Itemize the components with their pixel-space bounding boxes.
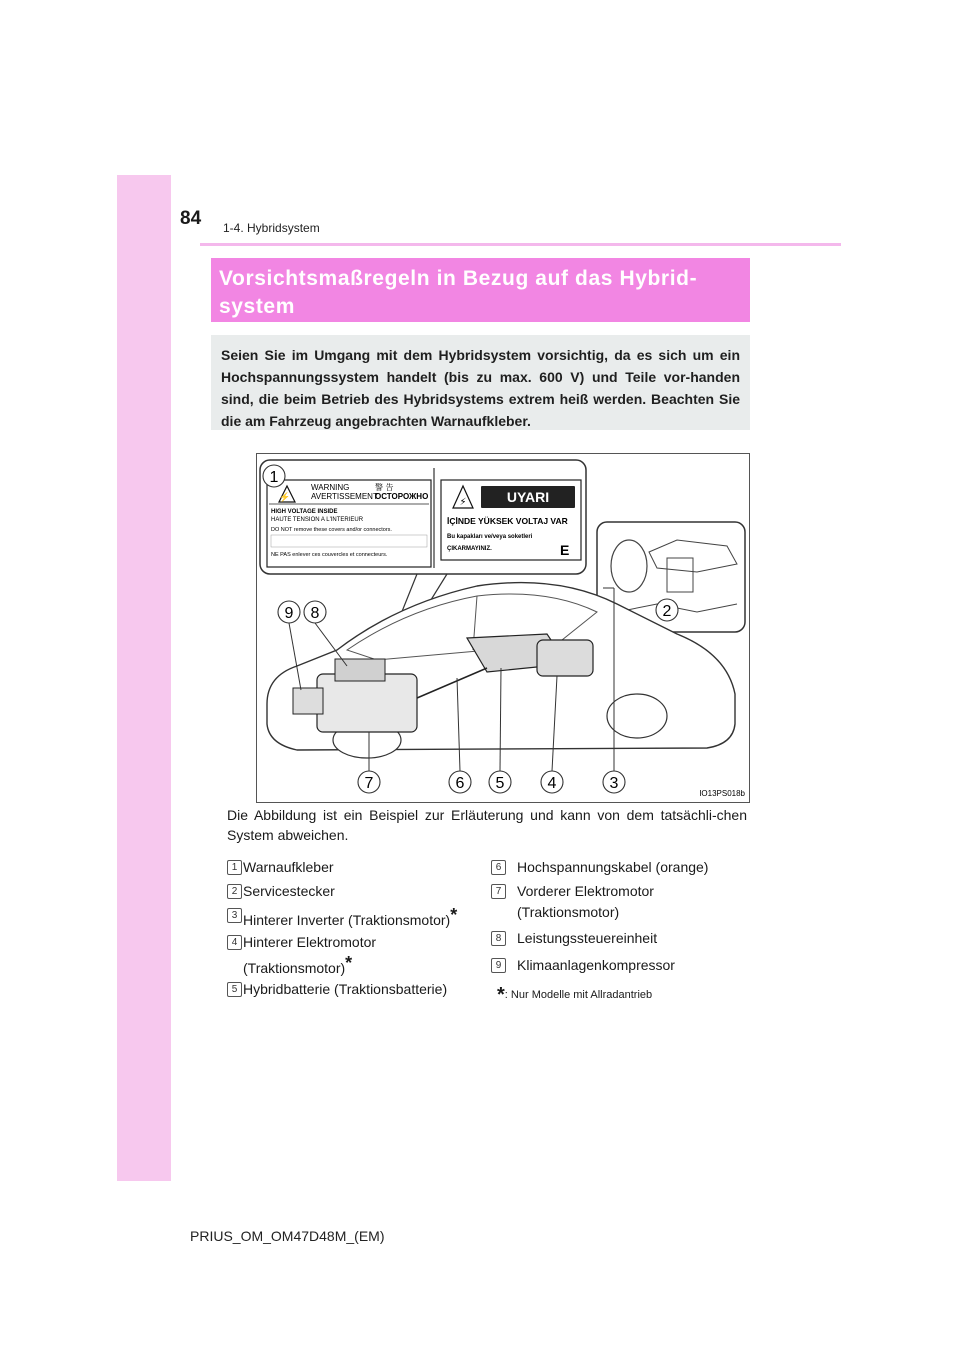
- legend-text: Servicestecker: [243, 883, 335, 899]
- legend-text: Vorderer Elektromotor: [517, 883, 654, 899]
- legend-number: 2: [227, 884, 242, 899]
- hybrid-system-figure: [256, 453, 750, 803]
- legend-text: Warnaufkleber: [243, 859, 334, 875]
- legend-number: 3: [227, 908, 242, 923]
- car-illustration: [257, 454, 750, 803]
- warning-heading2: AVERTISSEMENT: [311, 492, 378, 501]
- callout-9-label: 9: [284, 605, 294, 622]
- uyari-heading: UYARI: [506, 489, 550, 505]
- legend-text-line2: [243, 953, 352, 978]
- warning-line1: HIGH VOLTAGE INSIDE: [271, 509, 338, 515]
- legend-number: 8: [491, 931, 506, 946]
- warning-heading1: WARNING: [311, 483, 350, 492]
- footnote-asterisk: *: [497, 984, 505, 1006]
- callout-7-label: 7: [364, 775, 374, 792]
- warning-line2: HAUTE TENSION A L'INTERIEUR: [271, 517, 364, 523]
- legend-number: 7: [491, 884, 506, 899]
- warning-line3: DO NOT remove these covers and/or connectors.: [271, 527, 392, 533]
- legend-text: Hinterer Elektromotor: [243, 934, 377, 950]
- rear-motor-inverter: [537, 640, 593, 676]
- document-code: PRIUS_OM_OM47D48M_(EM): [190, 1228, 385, 1244]
- warning-line4: NE PAS enlever ces couvercles et connecteurs.: [271, 552, 388, 558]
- callout-2-label: 2: [662, 603, 672, 620]
- legend-text: Klimaanlagenkompressor: [517, 957, 675, 973]
- warning-bolt-icon: ⚡: [279, 492, 291, 502]
- legend-number: 5: [227, 982, 242, 997]
- callout-6-label: 6: [455, 775, 465, 792]
- side-tab-bar: [117, 175, 171, 1181]
- section-title: [219, 265, 742, 321]
- callout-5-label: 5: [495, 775, 505, 792]
- front-motor-pcu: [317, 674, 417, 732]
- intro-text: Seien Sie im Umgang mit dem Hybridsystem vorsichtig, da es sich um ein Hochspannungssystem handelt (bis zu max. 600 V) und Teile vor-handen sind, die beim Betrieb des Hybridsystems extrem heiß werden. Beachten Sie die am Fahrzeug angebrachten Warnaufkleber.: [221, 347, 740, 429]
- legend-text: Hybridbatterie (Traktionsbatterie): [243, 981, 448, 997]
- section-reference: 1-4. Hybridsystem: [223, 221, 320, 235]
- callout-8-label: 8: [310, 605, 320, 622]
- uyari-bolt-icon: ⚡: [459, 497, 467, 508]
- ac-compressor: [293, 688, 323, 714]
- footnote-text: : Nur Modelle mit Allradantrieb: [504, 989, 653, 1001]
- pcu-top: [335, 659, 385, 681]
- legend-text: Hochspannungskabel (orange): [517, 859, 709, 875]
- legend-text-main: Hinterer Inverter (Traktionsmotor): [243, 912, 451, 928]
- legend-number: 1: [227, 860, 242, 875]
- intro-box: [211, 335, 750, 430]
- header-rule: [200, 243, 841, 246]
- section-title-band: [211, 258, 750, 322]
- legend-text-cont: (Traktionsmotor): [243, 960, 346, 976]
- callout-3-label: 3: [609, 775, 619, 792]
- section-title-line1: Vorsichtsmaßregeln in Bezug auf das Hybrid-: [219, 267, 698, 290]
- legend-number: 4: [227, 935, 242, 950]
- footnote: [497, 984, 652, 1007]
- uyari-line1: İÇİNDE YÜKSEK VOLTAJ VAR: [447, 516, 568, 526]
- warning-heading3: 警 告: [375, 483, 394, 492]
- figure-code: IO13PS018b: [699, 789, 745, 798]
- uyari-badge: E: [560, 542, 570, 558]
- legend-text: [243, 905, 457, 930]
- section-title-line2: system: [219, 295, 295, 318]
- figure-caption: Die Abbildung ist ein Beispiel zur Erläuterung und kann von dem tatsächli-chen System abweichen.: [227, 807, 747, 843]
- warning-heading4: ОСТОРОЖНО: [375, 492, 429, 501]
- asterisk-marker: *: [345, 953, 353, 973]
- legend-text: Leistungssteuereinheit: [517, 930, 658, 946]
- asterisk-marker: *: [450, 905, 458, 925]
- legend-text-cont: (Traktionsmotor): [517, 904, 620, 920]
- callout-1-label: 1: [269, 469, 279, 486]
- page-number: 84: [180, 208, 202, 229]
- uyari-line2: Bu kapakları ve/veya soketleri: [447, 534, 533, 540]
- legend-number: 9: [491, 958, 506, 973]
- uyari-line3: ÇIKARMAYINIZ.: [447, 546, 492, 552]
- rear-wheel: [607, 694, 667, 738]
- legend-number: 6: [491, 860, 506, 875]
- callout-4-label: 4: [547, 775, 557, 792]
